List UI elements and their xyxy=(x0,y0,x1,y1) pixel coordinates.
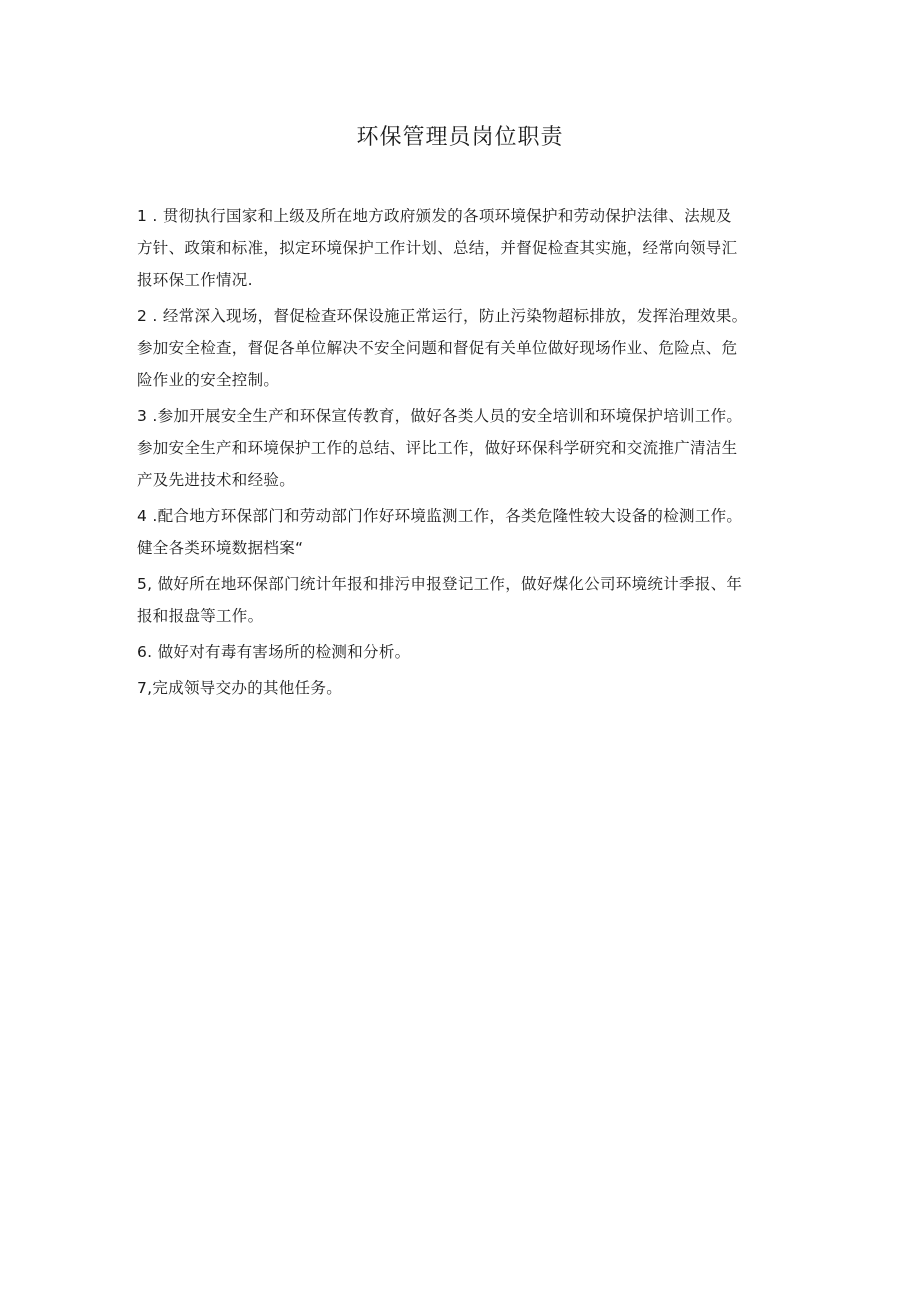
duty-item-2 xyxy=(137,300,797,396)
duty-item-3 xyxy=(137,400,797,496)
paragraph-line: 1 . 贯彻执行国家和上级及所在地方政府颁发的各项环境保护和劳动保护法律、法规及 xyxy=(137,207,732,225)
paragraph-line: 2 . 经常深入现场，督促检查环保设施正常运行，防止污染物超标排放，发挥治理效果。 xyxy=(137,307,748,325)
paragraph-line: 方针、政策和标准，拟定环境保护工作计划、总结，并督促检查其实施，经常向领导汇 xyxy=(137,239,738,257)
paragraph-line: 6. 做好对有毒有害场所的检测和分析。 xyxy=(137,643,411,661)
paragraph-line: 报和报盘等工作。 xyxy=(137,607,264,625)
document-body xyxy=(137,200,797,708)
paragraph-line: 产及先进技术和经验。 xyxy=(137,471,296,489)
paragraph-line: 4 .配合地方环保部门和劳动部门作好环境监测工作，各类危隆性较大设备的检测工作。 xyxy=(137,507,743,525)
paragraph-line: 7,完成领导交办的其他任务。 xyxy=(137,679,342,697)
paragraph-line: 报环保工作情况. xyxy=(137,271,253,289)
duty-item-4 xyxy=(137,500,797,564)
duty-item-7 xyxy=(137,672,797,704)
duty-item-1 xyxy=(137,200,797,296)
paragraph-line: 5, 做好所在地环保部门统计年报和排污申报登记工作，做好煤化公司环境统计季报、年 xyxy=(137,575,743,593)
paragraph-line: 3 .参加开展安全生产和环保宣传教育，做好各类人员的安全培训和环境保护培训工作。 xyxy=(137,407,743,425)
paragraph-line: 参加安全生产和环境保护工作的总结、评比工作，做好环保科学研究和交流推广清洁生 xyxy=(137,439,738,457)
duty-item-6 xyxy=(137,636,797,668)
duty-item-5 xyxy=(137,568,797,632)
paragraph-line: 险作业的安全控制。 xyxy=(137,371,280,389)
paragraph-line: 参加安全检查，督促各单位解决不安全问题和督促有关单位做好现场作业、危险点、危 xyxy=(137,339,738,357)
document-title: 环保管理员岗位职责 xyxy=(356,125,564,150)
paragraph-line: 健全各类环境数据档案“ xyxy=(137,539,304,557)
